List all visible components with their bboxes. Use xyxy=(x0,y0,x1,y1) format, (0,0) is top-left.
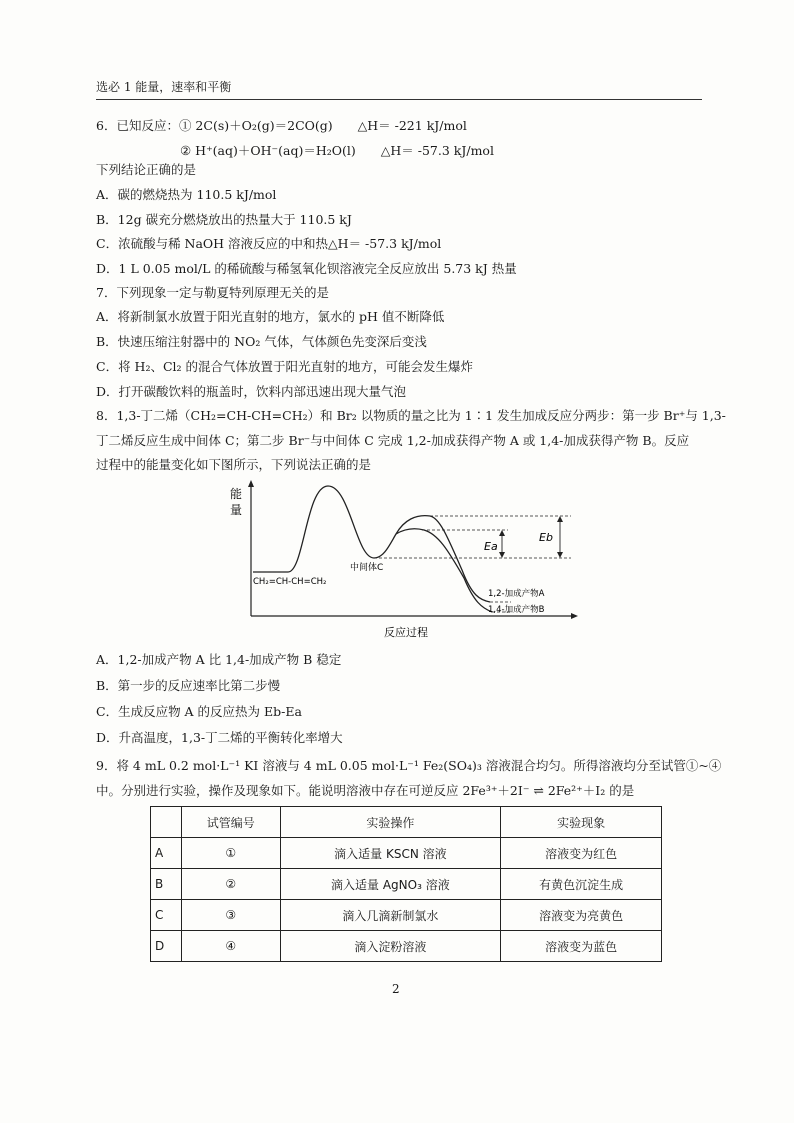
q7-option-b: B．快速压缩注射器中的 NO₂ 气体，气体颜色先变深后变浅 xyxy=(96,334,427,349)
q6-option-b: B．12g 碳充分燃烧放出的热量大于 110.5 kJ xyxy=(96,212,352,227)
energy-diagram xyxy=(226,478,586,642)
q8-option-a: A．1,2-加成产物 A 比 1,4-加成产物 B 稳定 xyxy=(96,652,342,667)
table-cell: 滴入适量 AgNO₃ 溶液 xyxy=(280,869,501,900)
q9-stem-line1: 9．将 4 mL 0.2 mol·L⁻¹ KI 溶液与 4 mL 0.05 mol·L⁻¹ Fe₂(SO₄)₃ 溶液混合均匀。所得溶液均分至试管①~④ xyxy=(96,758,722,773)
q7-option-a: A．将新制氯水放置于阳光直射的地方，氯水的 pH 值不断降低 xyxy=(96,309,445,324)
table-cell: B xyxy=(151,869,182,900)
table-header-cell: 实验操作 xyxy=(280,807,501,838)
reactant-label: CH₂=CH-CH=CH₂ xyxy=(253,577,327,587)
table-row xyxy=(151,900,662,931)
page-header: 选必 1 能量，速率和平衡 xyxy=(96,78,702,100)
table-row xyxy=(151,869,662,900)
q6-option-a: A．碳的燃烧热为 110.5 kJ/mol xyxy=(96,187,277,202)
table-cell: 滴入几滴新制氯水 xyxy=(280,900,501,931)
q8-option-c: C．生成反应物 A 的反应热为 Eb-Ea xyxy=(96,704,302,719)
table-cell: ① xyxy=(182,838,281,869)
experiment-table xyxy=(150,806,662,962)
table-row xyxy=(151,931,662,962)
ea-arrow-head-bottom xyxy=(499,552,505,558)
q8-stem-line3: 过程中的能量变化如下图所示，下列说法正确的是 xyxy=(96,457,372,472)
q6-stem: 6．已知反应：① 2C(s)＋O₂(g)＝2CO(g) △H＝ -221 kJ/mol xyxy=(96,118,467,133)
q7-option-c: C．将 H₂、Cl₂ 的混合气体放置于阳光直射的地方，可能会发生爆炸 xyxy=(96,359,473,374)
eb-arrow-head-bottom xyxy=(557,552,563,558)
intermediate-label: 中间体C xyxy=(350,563,384,573)
q6-reaction-2: ② H⁺(aq)＋OH⁻(aq)＝H₂O(l) △H＝ -57.3 kJ/mol xyxy=(180,143,494,158)
table-row xyxy=(151,838,662,869)
y-axis-label-2-visible: 量 xyxy=(230,503,243,517)
eb-arrow-head-top xyxy=(557,516,563,522)
table-header-cell: 实验现象 xyxy=(501,807,662,838)
table-cell: A xyxy=(151,838,182,869)
table-cell: 滴入淀粉溶液 xyxy=(280,931,501,962)
q6-option-c: C．浓硫酸与稀 NaOH 溶液反应的中和热△H＝ -57.3 kJ/mol xyxy=(96,236,442,251)
q7-option-d: D．打开碳酸饮料的瓶盖时，饮料内部迅速出现大量气泡 xyxy=(96,384,407,399)
table-cell: ② xyxy=(182,869,281,900)
q8-option-b: B．第一步的反应速率比第二步慢 xyxy=(96,678,281,693)
y-axis-label-1: 能 xyxy=(230,487,243,501)
ea-label: Ea xyxy=(484,540,498,553)
product-a-label: 1,2-加成产物A xyxy=(488,589,545,599)
product-b-label: 1,4-加成产物B xyxy=(488,605,545,615)
table-cell: ④ xyxy=(182,931,281,962)
x-axis-arrow xyxy=(571,613,578,619)
table-cell: 溶液变为蓝色 xyxy=(501,931,662,962)
table-cell: C xyxy=(151,900,182,931)
y-axis-arrow xyxy=(248,480,254,487)
q8-stem-line2: 丁二烯反应生成中间体 C；第二步 Br⁻与中间体 C 完成 1,2-加成获得产物 A 或 1,4-加成获得产物 B。反应 xyxy=(96,433,690,448)
table-cell: ③ xyxy=(182,900,281,931)
table-header-row xyxy=(151,807,662,838)
eb-label: Eb xyxy=(539,531,553,544)
x-axis-label: 反应过程 xyxy=(384,626,428,639)
page-number: 2 xyxy=(392,982,400,996)
table-cell: 滴入适量 KSCN 溶液 xyxy=(280,838,501,869)
ea-arrow-head-top xyxy=(499,530,505,536)
q6-option-d: D．1 L 0.05 mol/L 的稀硫酸与稀氢氧化钡溶液完全反应放出 5.73 kJ 热量 xyxy=(96,261,517,276)
energy-curve-b xyxy=(396,529,492,612)
table-cell: 有黄色沉淀生成 xyxy=(501,869,662,900)
q8-option-d: D．升高温度，1,3-丁二烯的平衡转化率增大 xyxy=(96,730,343,745)
q7-stem: 7．下列现象一定与勒夏特列原理无关的是 xyxy=(96,285,329,300)
q8-stem-line1: 8．1,3-丁二烯（CH₂=CH-CH=CH₂）和 Br₂ 以物质的量之比为 1∶1 发生加成反应分两步：第一步 Br⁺与 1,3- xyxy=(96,408,726,423)
table-header-cell xyxy=(151,807,182,838)
q9-stem-line2: 中。分别进行实验，操作及现象如下。能说明溶液中存在可逆反应 2Fe³⁺＋2I⁻ ⇌ 2Fe²⁺＋I₂ 的是 xyxy=(96,783,635,798)
table-cell: 溶液变为亮黄色 xyxy=(501,900,662,931)
q6-prompt: 下列结论正确的是 xyxy=(96,162,197,177)
table-cell: 溶液变为红色 xyxy=(501,838,662,869)
table-header-cell: 试管编号 xyxy=(182,807,281,838)
table-cell: D xyxy=(151,931,182,962)
